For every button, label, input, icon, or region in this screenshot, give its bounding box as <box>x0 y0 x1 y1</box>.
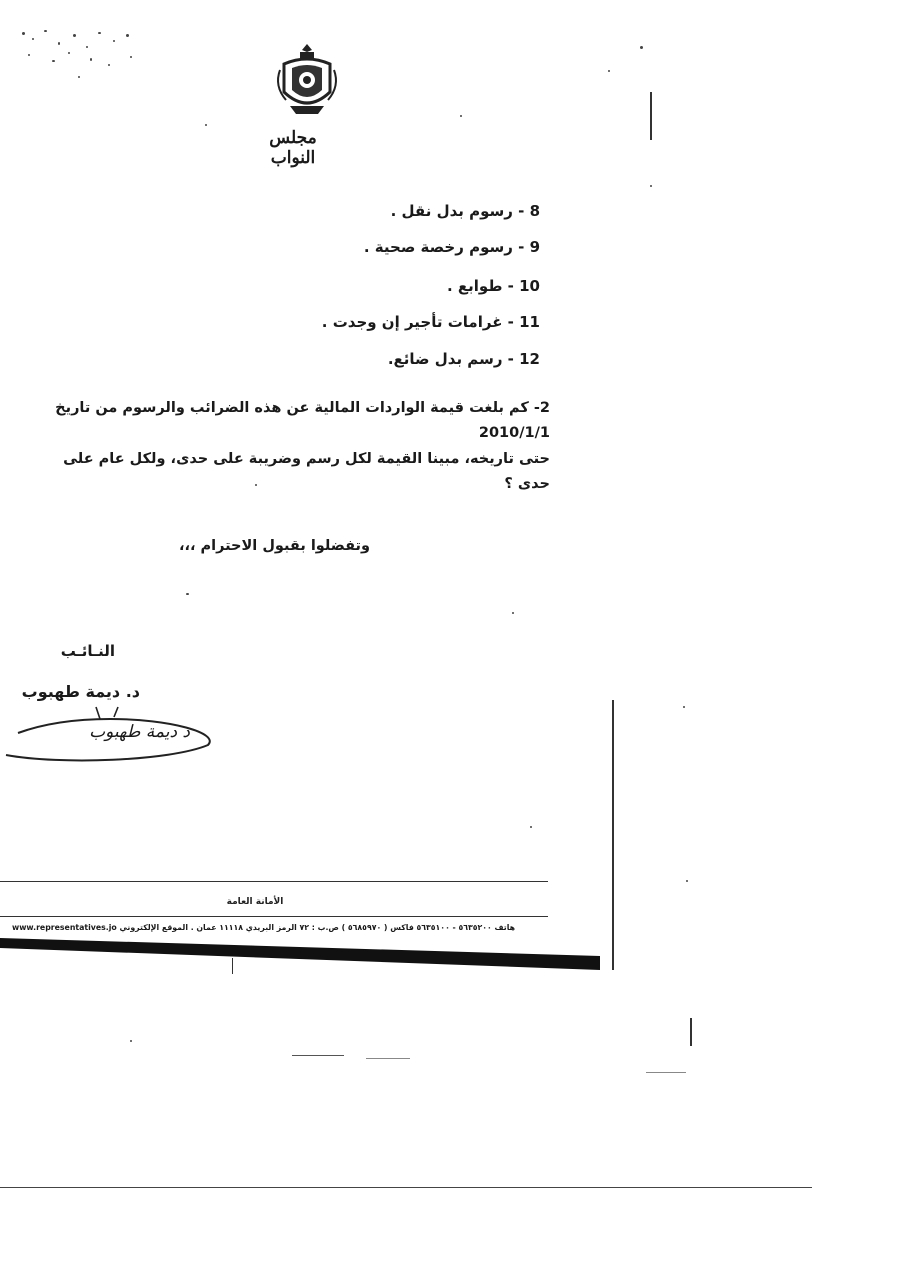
page-bottom-rule <box>0 1187 812 1188</box>
footer-contact-text: هاتف ٥٦٣٥٢٠٠ - ٥٦٣٥١٠٠ فاكس ( ٥٦٨٥٩٧٠ ) ص.ب : ٧٢ الرمز البريدي ١١١١٨ عمان . الموقع الإلكتروني <box>119 923 516 932</box>
question-line-2: حتى تاريخه، مبينا القيمة لكل رسم وضريبة على حدى، ولكل عام على حدى ؟ <box>63 450 550 493</box>
list-item: 9 - رسوم رخصة صحية . <box>363 238 540 256</box>
list-item: 12 - رسم بدل ضائع. <box>387 350 540 368</box>
question-line-1: 2- كم بلغت قيمة الواردات المالية عن هذه الضرائب والرسوم من تاريخ 2010/1/1 <box>55 400 550 442</box>
footer-contact <box>12 923 602 932</box>
scan-mark <box>690 1018 692 1046</box>
list-item: 10 - طوابع . <box>446 277 540 295</box>
footer-org-line: الأمانة العامة <box>226 897 284 907</box>
question-paragraph <box>30 396 550 498</box>
scan-mark <box>612 700 614 970</box>
scan-mark <box>650 92 652 140</box>
coat-of-arms-emblem <box>272 40 342 118</box>
footer-website[interactable]: www.representatives.jo <box>12 923 117 932</box>
org-name: مجلس النواب <box>269 128 317 168</box>
list-item: 8 - رسوم بدل نقل . <box>390 202 540 220</box>
footer-top-rule <box>0 881 548 882</box>
signature-title: النـائـب <box>60 642 115 660</box>
footer-dark-band <box>0 938 600 970</box>
handwritten-signature-text: د ديمة طهبوب <box>89 722 190 742</box>
scan-noise-top-left <box>18 28 138 88</box>
list-item: 11 - غرامات تأجير إن وجدت . <box>321 313 540 331</box>
signature-name: د. ديمة طهبوب <box>21 682 140 701</box>
closing-salutation: وتفضلوا بقبول الاحترام ،،، <box>178 538 370 554</box>
